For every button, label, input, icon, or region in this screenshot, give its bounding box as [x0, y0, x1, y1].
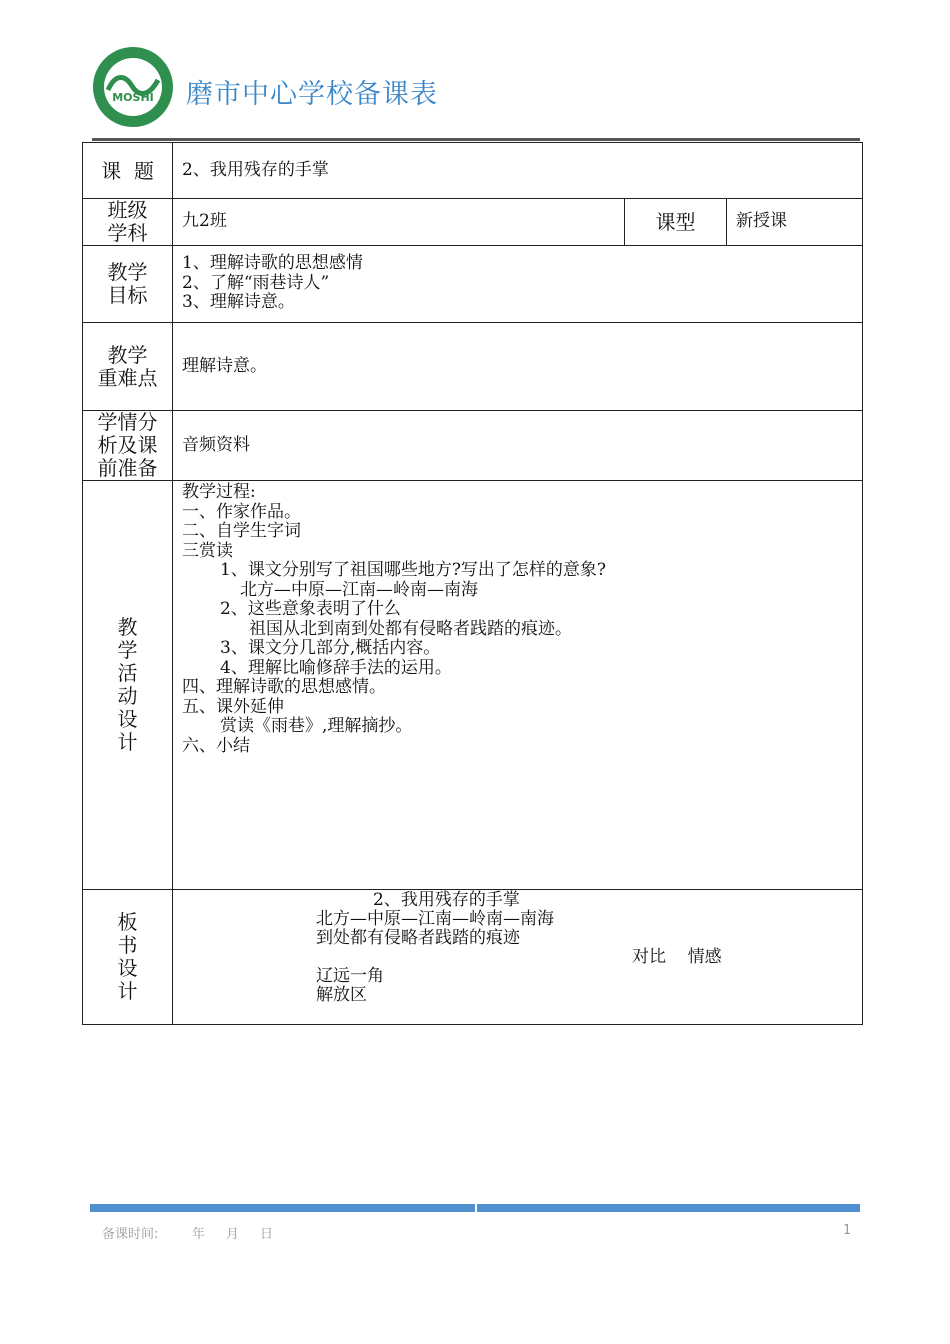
activity-line: 1、课文分别写了祖国哪些地方?写出了怎样的意象? [220, 560, 607, 580]
difficulty-label-line: 教学 [107, 342, 148, 367]
activity-line: 3、课文分几部分,概括内容。 [220, 638, 441, 658]
board-label-char: 设 [117, 956, 138, 980]
type-label: 课型 [625, 199, 727, 246]
footer-year: 年 [192, 1227, 206, 1242]
board-label-char: 计 [117, 979, 138, 1003]
activities-label-char: 活 [117, 661, 138, 685]
topic-value: 2、我用残存的手掌 [173, 143, 863, 199]
type-value: 新授课 [727, 199, 863, 246]
class-label [83, 199, 173, 246]
board-line: 辽远一角 [316, 966, 384, 986]
board-line: 到处都有侵略者践踏的痕迹 [316, 928, 520, 948]
board-title: 2、我用残存的手掌 [373, 890, 520, 910]
activity-line: 二、自学生字词 [182, 521, 301, 541]
activities-label-char: 教 [117, 615, 138, 639]
board-label-char: 板 [117, 910, 138, 934]
goals-content [173, 246, 863, 323]
prep-label-line: 前准备 [97, 456, 158, 480]
board-contrast: 对比 情感 [632, 947, 722, 967]
activity-line: 祖国从北到南到处都有侵略者践踏的痕迹。 [249, 618, 572, 639]
row-topic [83, 143, 863, 199]
class-value: 九2班 [173, 199, 625, 246]
goals-label-line: 教学 [107, 260, 148, 284]
row-goals [83, 246, 863, 323]
activity-line: 五、课外延伸 [182, 696, 284, 717]
goals-label [83, 246, 173, 323]
activity-line: 一、作家作品。 [182, 501, 301, 522]
footer-bar [90, 1204, 860, 1212]
row-board [83, 890, 863, 1025]
row-class [83, 199, 863, 246]
header-divider [92, 138, 860, 141]
activities-label-char: 设 [117, 707, 138, 731]
goal-item: 3、理解诗意。 [182, 292, 295, 312]
goal-item: 2、了解“雨巷诗人” [182, 272, 330, 293]
page-number: 1 [843, 1223, 852, 1238]
topic-label: 课 题 [83, 143, 173, 199]
footer-date-label: 备课时间: [102, 1227, 159, 1242]
board-line: 北方—中原—江南—岭南—南海 [316, 909, 554, 929]
activities-label-char: 动 [117, 684, 138, 708]
footer-month: 月 [226, 1227, 240, 1242]
prep-value: 音频资料 [173, 411, 863, 481]
board-design [173, 890, 862, 1024]
activity-line: 三赏读 [182, 540, 233, 561]
row-prep [83, 411, 863, 481]
school-title: 磨市中心学校备课表 [186, 79, 438, 110]
board-label [83, 890, 173, 1025]
class-label-line: 学科 [107, 221, 148, 245]
row-difficulty [83, 323, 863, 411]
activity-line: 4、理解比喻修辞手法的运用。 [220, 657, 452, 678]
activity-line: 赏读《雨巷》,理解摘抄。 [220, 716, 413, 736]
board-line: 解放区 [316, 985, 367, 1005]
page-header [90, 40, 860, 140]
activity-line: 六、小结 [182, 735, 250, 756]
activities-label-char: 计 [117, 730, 138, 754]
activity-line: 北方—中原—江南—岭南—南海 [240, 579, 478, 600]
activity-line: 2、这些意象表明了什么 [220, 599, 401, 619]
activities-content [173, 481, 863, 890]
lesson-plan-table [82, 142, 863, 1025]
prep-label-line: 学情分 [97, 410, 158, 434]
difficulty-value: 理解诗意。 [173, 323, 863, 411]
activities-label [83, 481, 173, 890]
footer-day: 日 [260, 1227, 274, 1242]
difficulty-label-line: 重难点 [97, 365, 158, 390]
goals-label-line: 目标 [107, 283, 148, 307]
goal-item: 1、理解诗歌的思想感情 [182, 253, 363, 273]
activities-label-char: 学 [117, 638, 138, 662]
logo-text: MOSHI [112, 91, 154, 104]
row-activities [83, 481, 863, 890]
activity-line: 教学过程: [182, 482, 256, 502]
school-logo-icon [92, 46, 174, 128]
class-label-line: 班级 [107, 198, 148, 222]
board-content [173, 890, 863, 1025]
prep-label-line: 析及课 [97, 433, 158, 457]
prep-label [83, 411, 173, 481]
board-label-char: 书 [117, 933, 138, 957]
difficulty-label [83, 323, 173, 411]
activity-line: 四、理解诗歌的思想感情。 [182, 677, 386, 697]
